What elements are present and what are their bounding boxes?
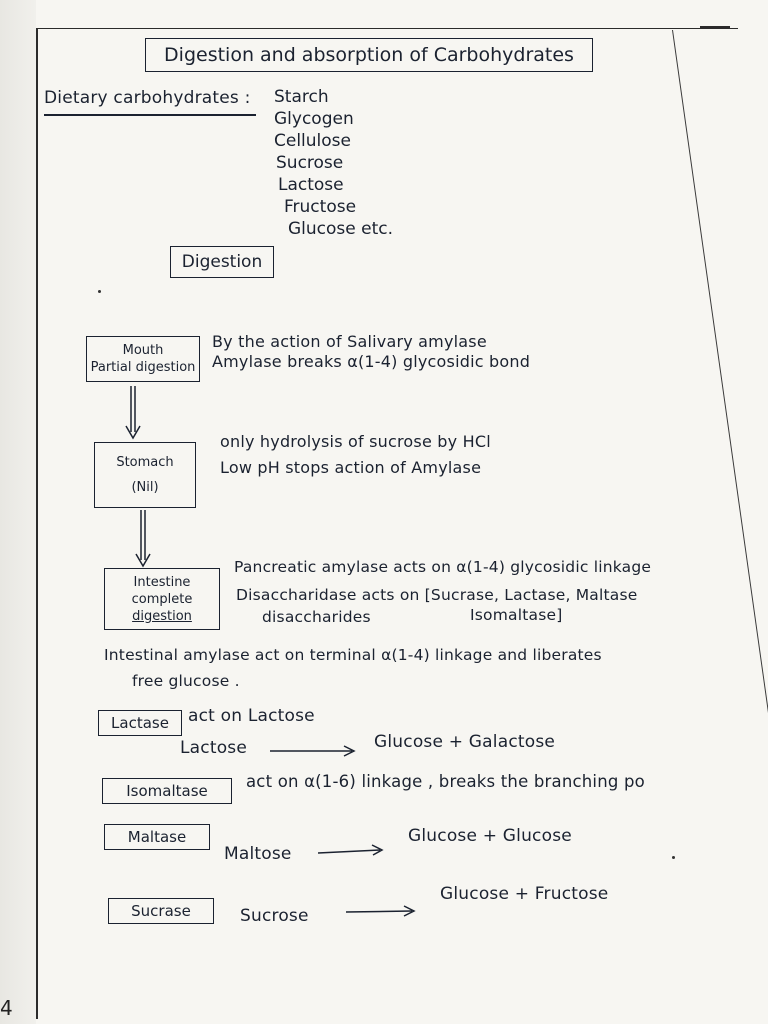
down-arrow-icon <box>134 510 152 568</box>
intestine-sublabel-1: complete <box>131 591 193 607</box>
dietary-list <box>272 86 393 240</box>
sucrase-label: Sucrase <box>108 898 214 924</box>
isomaltase-label: Isomaltase <box>102 778 232 804</box>
dietary-item: Cellulose <box>274 131 351 151</box>
mouth-label: Mouth <box>122 343 164 358</box>
lactase-reactant: Lactose <box>180 738 248 758</box>
dietary-item: Glycogen <box>274 109 354 129</box>
reaction-arrow-icon <box>318 844 384 858</box>
stomach-note-1: only hydrolysis of sucrose by HCl <box>220 432 491 451</box>
intestine-note-3b: free glucose . <box>132 672 240 690</box>
stomach-box <box>94 442 196 508</box>
dietary-item: Sucrose <box>276 153 344 173</box>
intestine-note-2: Disaccharidase acts on [Sucrase, Lactase, Maltase <box>236 586 638 604</box>
stray-dot <box>98 290 101 293</box>
mouth-note-2: Amylase breaks α(1-4) glycosidic bond <box>212 352 531 371</box>
intestine-sublabel-2: digestion <box>132 608 192 624</box>
intestine-box <box>104 568 220 630</box>
dietary-item: Lactose <box>278 175 344 195</box>
reaction-arrow-icon <box>270 744 356 758</box>
intestine-note-2c: disaccharides <box>262 608 371 626</box>
down-arrow-icon <box>124 386 142 440</box>
lactase-label: Lactase <box>98 710 182 736</box>
dietary-item: Starch <box>274 87 329 107</box>
intestine-label: Intestine <box>133 574 191 590</box>
digestion-heading: Digestion <box>170 246 274 278</box>
maltase-reactant: Maltose <box>224 844 292 864</box>
maltase-label: Maltase <box>104 824 210 850</box>
stomach-note-2: Low pH stops action of Amylase <box>220 458 482 477</box>
corner-mark <box>700 26 730 28</box>
stray-dot <box>672 856 675 859</box>
lactase-products: Glucose + Galactose <box>374 732 556 752</box>
mouth-sublabel: Partial digestion <box>90 360 196 375</box>
reaction-arrow-icon <box>346 904 416 918</box>
dietary-label: Dietary carbohydrates : <box>44 88 251 108</box>
intestine-note-1: Pancreatic amylase acts on α(1-4) glycosidic linkage <box>234 558 652 576</box>
page-background-strip <box>0 0 36 1024</box>
dietary-item: Fructose <box>284 197 357 217</box>
sucrase-products: Glucose + Fructose <box>440 884 609 904</box>
dietary-underline <box>44 114 256 116</box>
sucrase-reactant: Sucrose <box>240 906 309 926</box>
page-number: 4 <box>0 996 13 1020</box>
stomach-label: Stomach <box>116 455 174 470</box>
stomach-sublabel: (Nil) <box>131 480 159 495</box>
mouth-note-1: By the action of Salivary amylase <box>212 332 487 351</box>
maltase-products: Glucose + Glucose <box>408 826 572 846</box>
lactase-desc: act on Lactose <box>188 706 315 726</box>
mouth-box <box>86 336 200 382</box>
page-title: Digestion and absorption of Carbohydrates <box>145 38 593 72</box>
intestine-note-2b: Isomaltase] <box>470 606 563 624</box>
intestine-note-3: Intestinal amylase act on terminal α(1-4) linkage and liberates <box>104 646 602 664</box>
isomaltase-desc: act on α(1-6) linkage , breaks the branching po <box>246 772 645 791</box>
dietary-item: Glucose etc. <box>288 219 394 239</box>
